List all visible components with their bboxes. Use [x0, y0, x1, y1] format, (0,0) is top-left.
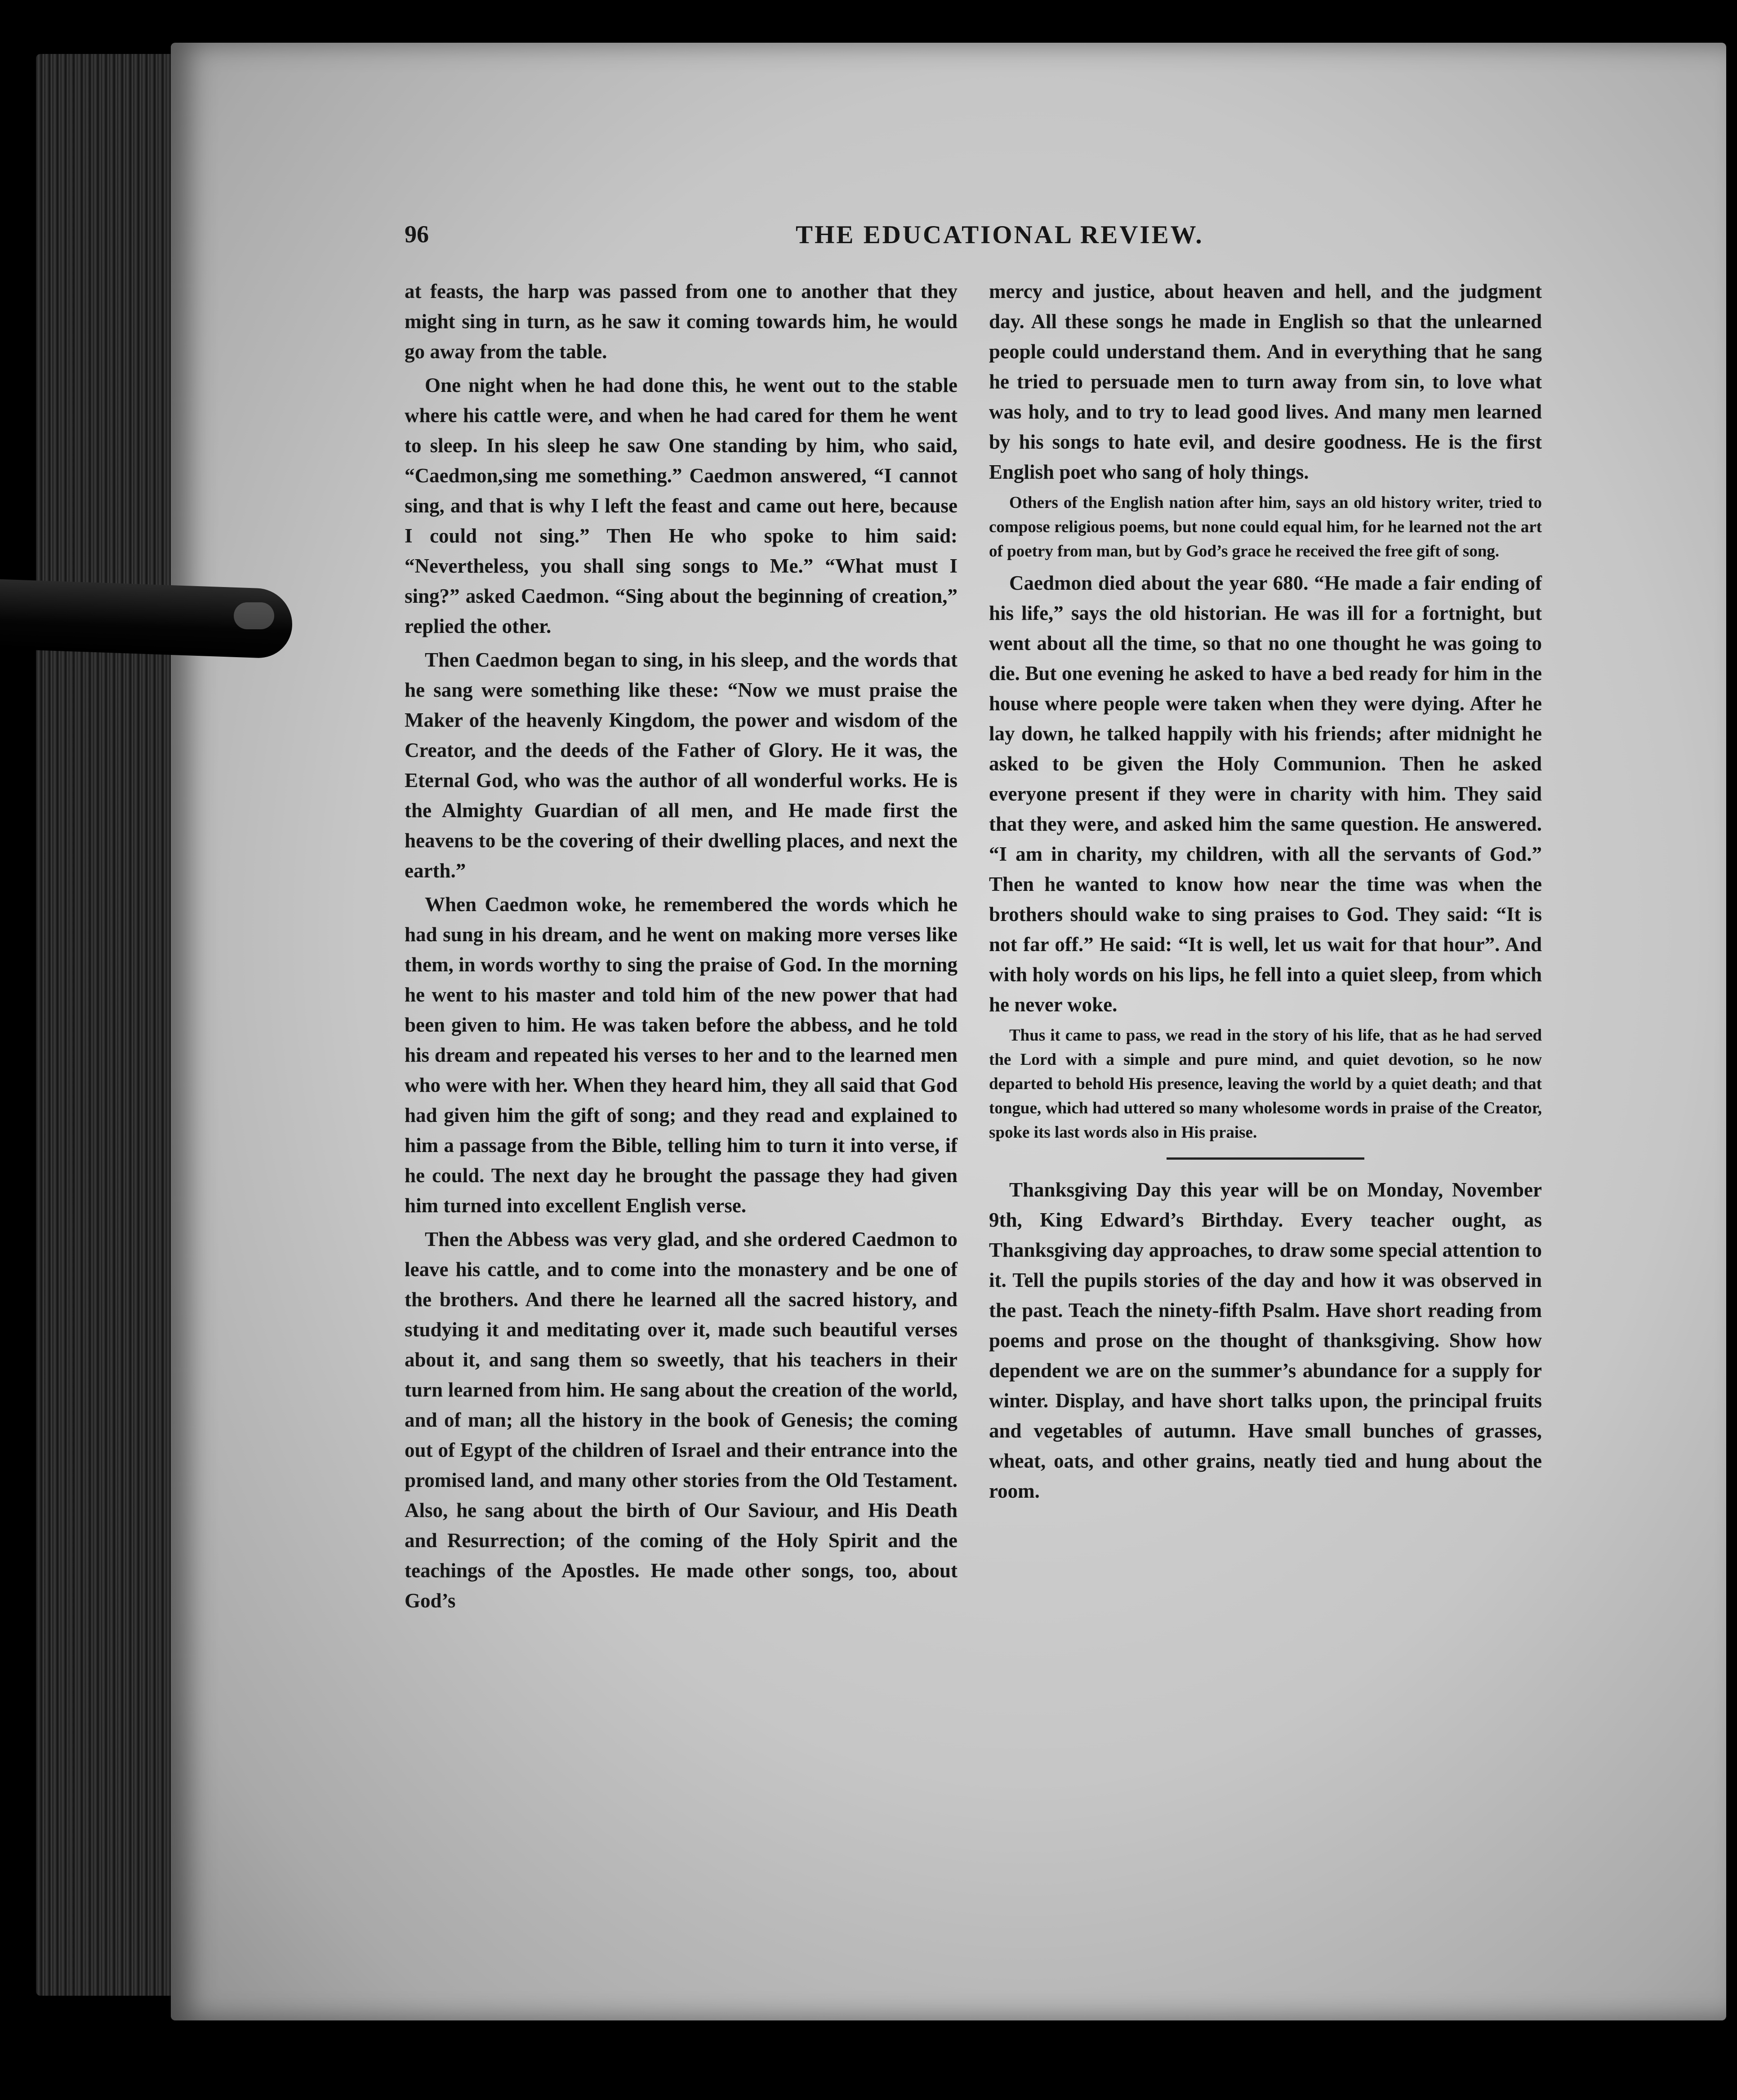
section-divider: [1167, 1157, 1364, 1160]
quoted-passage: Thus it came to pass, we read in the story of his life, that as he had served the Lord with a simple and pure mind, and quiet devotion, so he now departed to behold His presence, leaving the world by a quiet death; and that tongue, which had uttered so many wholesome words in praise of the Creator, spoke its last words also in His praise.: [989, 1026, 1542, 1142]
paragraph: Thanksgiving Day this year will be on Monday, November 9th, King Edward’s Birthday. Every teacher ought, as Thanksgiving day approaches, to draw some special attention to it. Tell the pupils stories of the day and how it was observed in the past. Teach the ninety-fifth Psalm. Have short reading from poems and prose on the thought of thanksgiving. Show how dependent we are on the summer’s abundance for a supply for winter. Display, and have short talks upon, the principal fruits and vegetables of autumn. Have small bunches of grasses, wheat, oats, and other grains, neatly tied and hung about the room.: [989, 1179, 1542, 1502]
paragraph: at feasts, the harp was passed from one to another that they might sing in turn, as he saw it coming towards him, he would go away from the table.: [405, 280, 958, 363]
paragraph: Then the Abbess was very glad, and she ordered Caedmon to leave his cattle, and to come into the monastery and be one of the brothers. And there he learned all the sacred history, and studying it and meditating over it, made such beautiful verses about it, and sang them so sweetly, that his teachers in their turn learned from him. He sang about the creation of the world, and of man; all the history in the book of Genesis; the coming out of Egypt of the children of Israel and their entrance into the promised land, and many other stories from the Old Testament. Also, he sang about the birth of Our Saviour, and His Death and Resurrection; of the coming of the Holy Spirit and the teachings of the Apostles. He made other songs, too, about God’s: [405, 1228, 958, 1612]
right-column: [989, 276, 1542, 1510]
paragraph: Caedmon died about the year 680. “He made a fair ending of his life,” says the old historian. He was ill for a fortnight, but went about all the time, so that no one thought he was going to die. But one evening he asked to have a bed ready for him in the house where people were taken when they were dying. After he lay down, he talked happily with his friends; after midnight he asked to be given the Holy Communion. Then he asked everyone present if they were in charity with him. They said that they were, and asked him the same question. He answered. “I am in charity, my children, with all the servants of God.” Then he wanted to know how near the time was when the brothers should wake to sing praises to God. They said: “It is not far off.” He said: “It is well, let us wait for that hour”. And with holy words on his lips, he fell into a quiet sleep, from which he never woke.: [989, 572, 1542, 1016]
paragraph: When Caedmon woke, he remembered the words which he had sung in his dream, and he went on making more verses like them, in words worthy to sing the praise of God. In the morning he went to his master and told him of the new power that had been given to him. He was taken before the abbess, and he told his dream and repeated his verses to her and to the learned men who were with her. When they heard him, they all said that God had given him the gift of song; and they read and explained to him a passage from the Bible, telling him to turn it into verse, if he could. The next day he brought the passage they had given him turned into excellent English verse.: [405, 893, 958, 1217]
paragraph: mercy and justice, about heaven and hell, and the judgment day. All these songs he made in English so that the unlearned people could understand them. And in everything that he sang he tried to persuade men to turn away from sin, to love what was holy, and to try to lead good lives. And many men learned by his songs to hate evil, and desire goodness. He is the first English poet who sang of holy things.: [989, 280, 1542, 483]
book-page-edges: [36, 54, 184, 1996]
page-number: 96: [405, 221, 429, 248]
text-columns: [405, 276, 1564, 1895]
page-content: [405, 220, 1564, 1895]
page-header: [405, 220, 1564, 261]
page-clip-highlight: [234, 602, 274, 629]
paragraph: One night when he had done this, he went out to the stable where his cattle were, and when he had cared for them he went to sleep. In his sleep he saw One standing by him, who said, “Caedmon,sing me something.” Caedmon answered, “I cannot sing, and that is why I left the feast and came out here, because I could not sing.” Then He who spoke to him said: “Nevertheless, you shall sing songs to Me.” “What must I sing?” asked Caedmon. “Sing about the beginning of creation,” replied the other.: [405, 374, 958, 637]
paragraph: Then Caedmon began to sing, in his sleep, and the words that he sang were something like these: “Now we must praise the Maker of the heavenly Kingdom, the power and wisdom of the Creator, and the deeds of the Father of Glory. He it was, the Eternal God, who was the author of all wonderful works. He is the Almighty Guardian of all men, and He made first the heavens to be the covering of their dwelling places, and next the earth.”: [405, 649, 958, 882]
journal-title: THE EDUCATIONAL REVIEW.: [796, 221, 1204, 249]
left-column: [405, 276, 958, 1619]
quoted-passage: Others of the English nation after him, says an old history writer, tried to compose religious poems, but none could equal him, for he learned not the art of poetry from man, but by God’s grace he received the free gift of song.: [989, 494, 1542, 561]
